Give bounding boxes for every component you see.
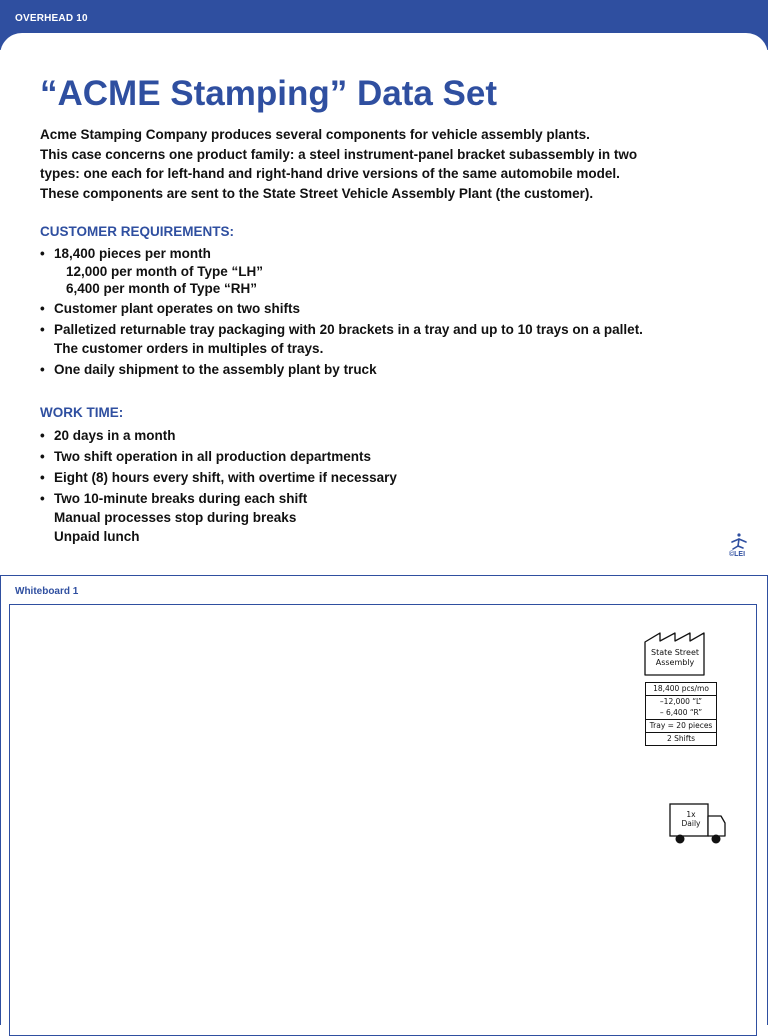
overhead-label: OVERHEAD 10: [15, 13, 88, 24]
list-item: [40, 489, 740, 546]
customer-requirements-list: [40, 244, 740, 381]
bullet-text: One daily shipment to the assembly plant by truck: [54, 362, 377, 377]
page-title: “ACME Stamping” Data Set: [40, 74, 497, 113]
bullet-text: Eight (8) hours every shift, with overtime if necessary: [54, 470, 397, 485]
work-time-heading: WORK TIME:: [40, 405, 124, 420]
bullet-text: Palletized returnable tray packaging with 20 brackets in a tray and up to 10 trays on a pallet.: [54, 322, 643, 337]
data-box-row: Tray = 20 pieces: [646, 720, 716, 733]
intro-line: This case concerns one product family: a steel instrument-panel bracket subassembly in two: [40, 146, 638, 162]
intro-line: Acme Stamping Company produces several components for vehicle assembly plants.: [40, 127, 590, 142]
customer-requirements-heading: CUSTOMER REQUIREMENTS:: [40, 224, 235, 239]
customer-icon-label: State Street Assembly: [650, 648, 700, 667]
work-time-list: [40, 426, 740, 548]
data-box-row: – 6,400 “R”: [646, 707, 716, 720]
customer-data-box: [645, 682, 717, 746]
data-box-row: 18,400 pcs/mo: [646, 683, 716, 696]
data-box-row: 2 Shifts: [666, 734, 696, 743]
list-item: [40, 447, 740, 466]
sub-item: Manual processes stop during breaks: [54, 510, 297, 525]
truck-label: [673, 810, 709, 828]
bullet-text: Customer plant operates on two shifts: [54, 301, 301, 316]
bullet-text: 20 days in a month: [54, 428, 176, 443]
sub-item: Unpaid lunch: [54, 529, 140, 544]
list-item: [40, 360, 740, 379]
bullet-text: Two shift operation in all production departments: [54, 449, 372, 464]
bullet-text: 18,400 pieces per month: [54, 246, 211, 261]
bullet-text: Two 10-minute breaks during each shift: [54, 491, 308, 506]
list-item: [40, 468, 740, 487]
list-item: [40, 320, 740, 358]
truck-frequency: 1x: [686, 810, 696, 819]
truck-schedule: Daily: [681, 819, 701, 828]
sub-item: 12,000 per month of Type “LH”: [66, 264, 264, 279]
logo-text: ©LEI: [729, 551, 746, 558]
list-item: [40, 426, 740, 445]
list-item: [40, 244, 740, 297]
whiteboard-label: Whiteboard 1: [15, 586, 79, 597]
data-box-row: –12,000 “L”: [659, 697, 703, 706]
sub-item: 6,400 per month of Type “RH”: [66, 281, 258, 296]
intro-line: types: one each for left-hand and right-hand drive versions of the same automobile model.: [40, 166, 620, 181]
list-item: [40, 299, 740, 318]
intro-line: These components are sent to the State Street Vehicle Assembly Plant (the customer).: [40, 185, 594, 201]
intro-paragraph: [40, 125, 740, 203]
bullet-text-continued: The customer orders in multiples of trays.: [54, 341, 324, 356]
